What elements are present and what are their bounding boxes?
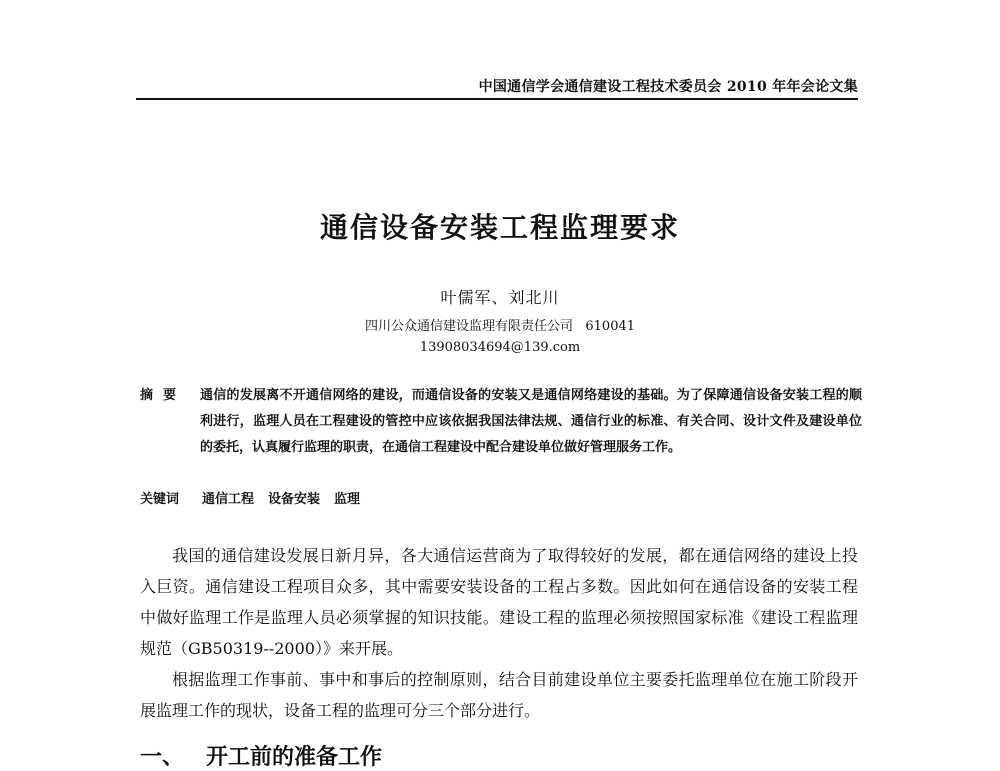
header-rule bbox=[136, 98, 858, 100]
keywords-line bbox=[140, 488, 862, 507]
abstract-text: 通信的发展离不开通信网络的建设，而通信设备的安装又是通信网络建设的基础。为了保障通信设备安装工程的顺利进行，监理人员在工程建设的管控中应该依据我国法律法规、通信行业的标准、有关合同、设计文件及建设单位的委托，认真履行监理的职责，在通信工程建设中配合建设单位做好管理服务工作。 bbox=[200, 388, 862, 455]
section-heading bbox=[140, 740, 382, 771]
paper-title: 通信设备安装工程监理要求 bbox=[319, 211, 680, 244]
keyword-item: 设备安装 bbox=[268, 492, 321, 507]
abstract-label: 摘要 bbox=[140, 388, 187, 403]
running-header: 中国通信学会通信建设工程技术委员会 2010 年年会论文集 bbox=[478, 79, 858, 95]
body-paragraph: 我国的通信建设发展日新月异，各大通信运营商为了取得较好的发展，都在通信网络的建设上投入巨资。通信建设工程项目众多，其中需要安装设备的工程占多数。因此如何在通信设备的安装工程中做好监理工作是监理人员必须掌握的知识技能。建设工程的监理必须按照国家标准《建设工程监理规范（GB50319--2000）》来开展。 bbox=[140, 546, 858, 658]
paper-affiliation: 四川公众通信建设监理有限责任公司 610041 bbox=[364, 319, 636, 334]
keywords-label: 关键词 bbox=[140, 492, 180, 507]
section-number: 一、 bbox=[140, 745, 185, 770]
section-title: 开工前的准备工作 bbox=[206, 745, 383, 770]
abstract-block bbox=[140, 383, 862, 461]
author-email: 13908034694@139.com bbox=[419, 340, 581, 355]
keyword-item: 通信工程 bbox=[202, 492, 255, 507]
body-paragraph: 根据监理工作事前、事中和事后的控制原则，结合目前建设单位主要委托监理单位在施工阶段开展监理工作的现状，设备工程的监理可分三个部分进行。 bbox=[140, 670, 858, 720]
keyword-item: 监理 bbox=[334, 492, 361, 507]
paper-authors: 叶儒军、刘北川 bbox=[440, 288, 560, 307]
body-text bbox=[140, 540, 858, 726]
